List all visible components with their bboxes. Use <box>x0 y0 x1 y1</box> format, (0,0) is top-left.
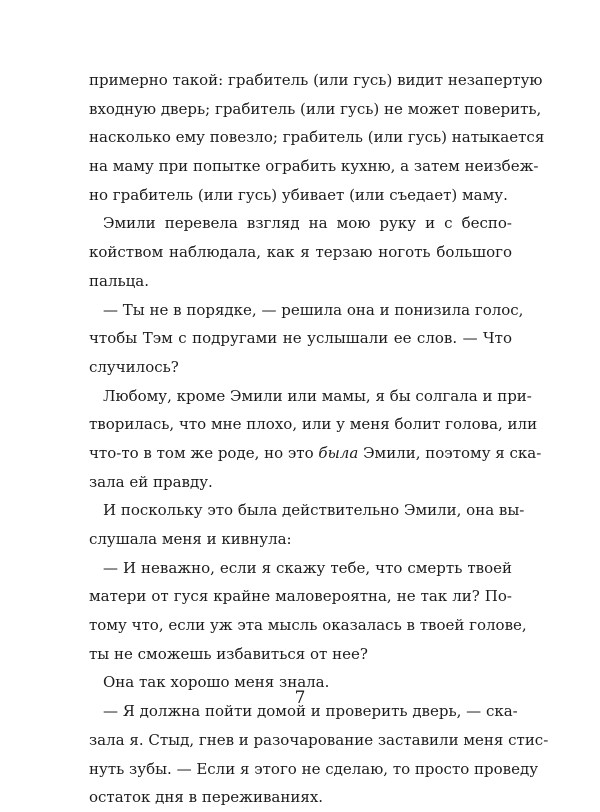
page-number: 7 <box>294 688 306 708</box>
text-line: — Ты не в порядке, — решила она и понизила голос, <box>103 300 524 319</box>
text-line: но грабитель (или гусь) убивает (или съедает) маму. <box>89 185 508 204</box>
text-line: пальца. <box>89 271 149 290</box>
text-line: нуть зубы. — Если я этого не сделаю, то просто проведу <box>89 759 539 778</box>
text-line: — Я должна пойти домой и проверить дверь, — ска- <box>103 702 518 721</box>
text-line: остаток дня в переживаниях. <box>89 788 324 807</box>
text-line: Она так хорошо меня знала. <box>103 673 330 692</box>
text-line: — И неважно, если я скажу тебе, что смерть твоей <box>103 558 512 577</box>
text-line: зала ей правду. <box>89 472 213 491</box>
text-line: И поскольку это была действительно Эмили, она вы- <box>103 501 525 520</box>
text-line: насколько ему повезло; грабитель (или гусь) натыкается <box>89 128 545 147</box>
text-line: тому что, если уж эта мысль оказалась в твоей голове, <box>89 616 527 635</box>
text-line: чтобы Тэм с подругами не услышали ее слов. — Что <box>89 329 512 348</box>
text-line: примерно такой: грабитель (или гусь) видит незапертую <box>89 71 543 89</box>
text-segment: Эмили, поэтому я ска- <box>358 443 542 462</box>
text-line: койством наблюдала, как я терзаю ноготь большого <box>89 243 512 262</box>
text-line: ты не сможешь избавиться от нее? <box>89 644 368 663</box>
emphasized-word: была <box>318 443 359 462</box>
text-line: входную дверь; грабитель (или гусь) не может поверить, <box>89 99 542 118</box>
text-segment: что-то в том же роде, но это <box>89 443 319 462</box>
text-line: Эмили перевела взгляд на мою руку и с беспо- <box>103 214 512 233</box>
text-line: случилось? <box>89 357 179 376</box>
text-line: на маму при попытке ограбить кухню, а затем неизбеж- <box>89 157 539 176</box>
text-line: Любому, кроме Эмили или мамы, я бы солгала и при- <box>103 386 532 405</box>
text-line <box>89 439 542 468</box>
text-line: творилась, что мне плохо, или у меня болит голова, или <box>89 415 538 434</box>
text-line: матери от гуся крайне маловероятна, не так ли? По- <box>89 587 512 606</box>
text-line: зала я. Стыд, гнев и разочарование заставили меня стис- <box>89 730 549 749</box>
text-line: слушала меня и кивнула: <box>89 530 292 548</box>
